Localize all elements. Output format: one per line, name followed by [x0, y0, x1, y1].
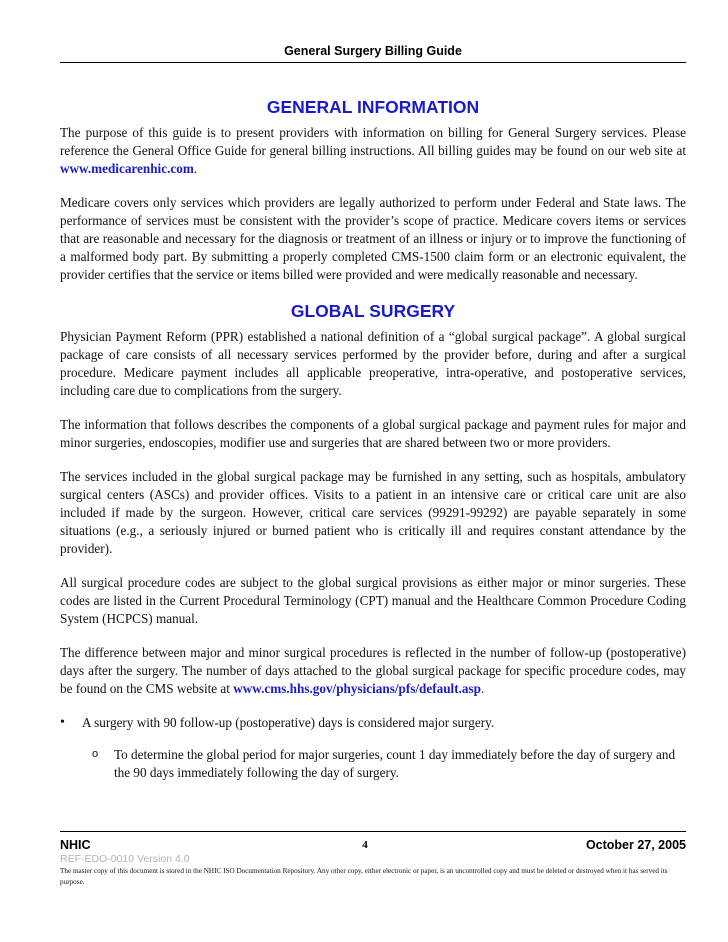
paragraph-components: The information that follows describes the components of a global surgical package and payment rules for major and minor surgeries, endoscopies, modifier use and surgeries that are shared between two or more providers.	[60, 417, 686, 450]
list-item	[60, 714, 686, 782]
running-header: General Surgery Billing Guide	[284, 44, 462, 58]
footer-disclaimer: The master copy of this document is stored in the NHIC ISO Documentation Repository. Any other copy, either electronic or paper, is an uncontrolled copy and must be deleted or destroyed when it has served its purpose.	[60, 867, 668, 886]
page-content	[60, 96, 686, 794]
paragraph-ppr: Physician Payment Reform (PPR) established a national definition of a “global surgical package”. A global surgical package of care consists of all necessary services performed by the provider before, during and after a surgical procedure. Medicare payment includes all applicable preoperative, intra-operative, and postoperative services, including care due to complications from the surgery.	[60, 329, 686, 398]
paragraph-services-setting: The services included in the global surgical package may be furnished in any setting, such as hospitals, ambulatory surgical centers (ASCs) and provider offices. Visits to a patient in an intensive care or critical care unit are also included if made by the surgeon. However, critical care services (99291-99292) are payable separately in some situations (e.g., a seriously injured or burned patient who is critically ill and requires constant attendance by the provider).	[60, 469, 686, 556]
paragraph-procedure-codes: All surgical procedure codes are subject to the global surgical provisions as either major or minor surgeries. These codes are listed in the Current Procedural Terminology (CPT) manual and the Healthcare Common Procedure Coding System (HCPCS) manual.	[60, 575, 686, 626]
footer-organization: NHIC	[60, 838, 91, 852]
paragraph-major-minor	[60, 644, 686, 698]
paragraph-medicare-coverage: Medicare covers only services which providers are legally authorized to perform under Federal and State laws. The performance of services must be consistent with the provider’s scope of practice. Medicare covers items or services that are reasonable and necessary for the diagnosis or treatment of an illness or injury or to improve the functioning of a malformed body part. By submitting a properly completed CMS-1500 claim form or an electronic equivalent, the provider certifies that the service or items billed were provided and were medically reasonable and necessary.	[60, 195, 686, 282]
header-rule	[60, 62, 686, 63]
sub-list-item: o To determine the global period for major surgeries, count 1 day immediately before the day of surgery and the 90 days immediately following the day of surgery.	[92, 746, 686, 782]
paragraph-major-minor-text: The difference between major and minor surgical procedures is reflected in the number of follow-up (postoperative) days after the surgery. The number of days attached to the global surgical package for specific procedure codes, may be found on the CMS website at	[60, 645, 686, 696]
footer-rule	[60, 831, 686, 832]
document-version: REF-EDO-0010 Version 4.0	[60, 853, 190, 865]
bullet-list	[60, 714, 686, 782]
page-number: 4	[362, 839, 368, 851]
bullet-text: A surgery with 90 follow-up (postoperative) days is considered major surgery.	[82, 715, 495, 730]
footer-date: October 27, 2005	[585, 838, 686, 852]
heading-general-information: GENERAL INFORMATION	[266, 97, 480, 117]
medicarenhic-link[interactable]: www.medicarenhic.com	[60, 161, 194, 176]
paragraph-purpose-text: The purpose of this guide is to present providers with information on billing for General Surgery services. Please reference the General Office Guide for general billing instructions. All billing guides may be found on our web site at	[60, 125, 686, 158]
cms-website-link[interactable]: www.cms.hhs.gov/physicians/pfs/default.asp	[233, 681, 481, 696]
heading-global-surgery: GLOBAL SURGERY	[290, 301, 456, 321]
sub-bullet-list	[82, 746, 686, 782]
paragraph-major-minor-end: .	[480, 681, 485, 696]
paragraph-purpose	[60, 124, 686, 178]
paragraph-purpose-end: .	[193, 161, 198, 176]
